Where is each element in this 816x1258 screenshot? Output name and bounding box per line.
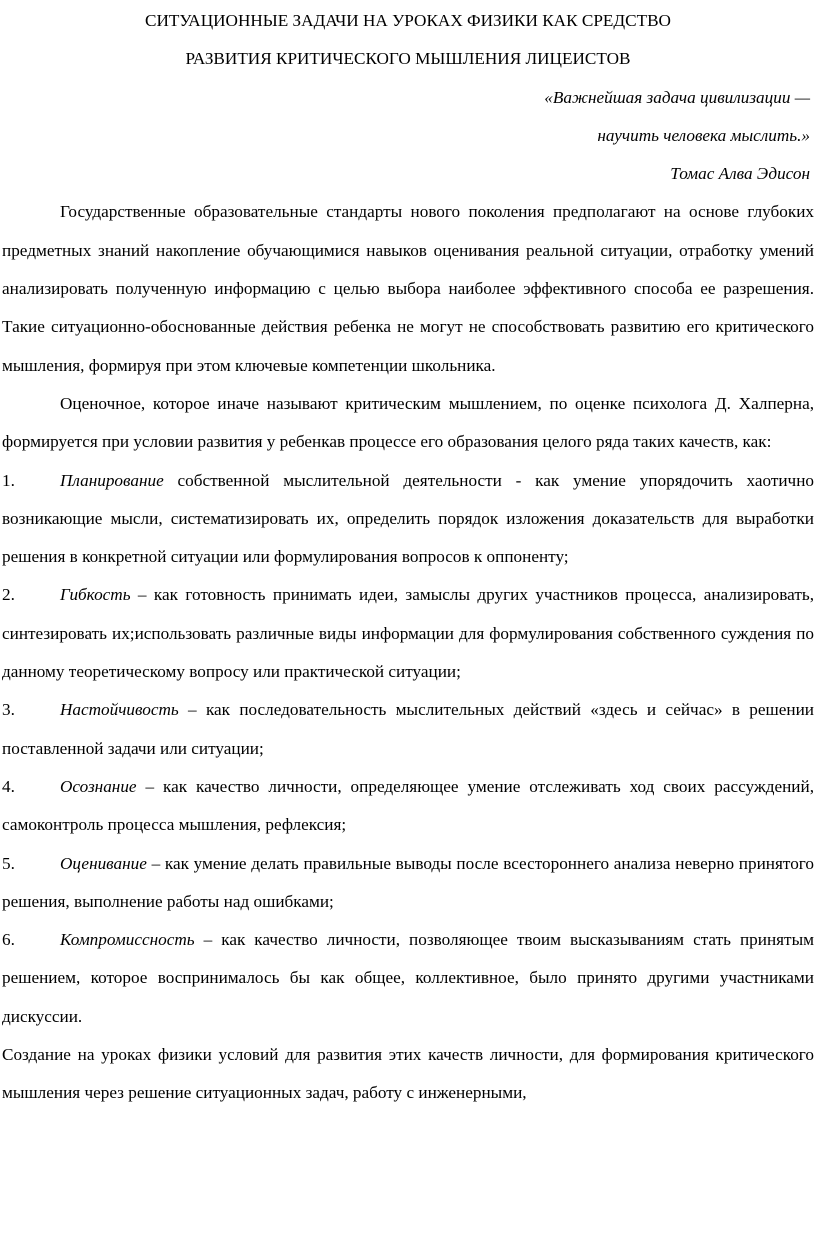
- paragraph-standards: Государственные образовательные стандарты нового поколения предполагают на основе глубоких предметных знаний накопление обучающимися навыков оценивания реальной ситуации, отработку умений анализировать полученную информацию с целью выбора наиболее эффективного способа ее разрешения. Такие ситуационно-обоснованные действия ребенка не могут не способствовать развитию его критического мышления, формируя при этом ключевые компетенции школьника.: [2, 202, 814, 375]
- paragraph-conclusion: Создание на уроках физики условий для развития этих качеств личности, для формирования критического мышления через решение ситуационных задач, работу с инженерными,: [2, 1045, 814, 1103]
- list-item: [2, 921, 814, 1036]
- list-item: [2, 768, 814, 845]
- list-item-text: – как качество личности, определяющее умение отслеживать ход своих рассуждений, самоконтроль процесса мышления, рефлексия;: [2, 776, 814, 835]
- document-title-line-1: СИТУАЦИОННЫЕ ЗАДАЧИ НА УРОКАХ ФИЗИКИ КАК СРЕДСТВО: [145, 11, 671, 30]
- list-item-text: – как готовность принимать идеи, замыслы других участников процесса, анализировать, синтезировать их;использовать различные виды информации для формулирования собственного суждения по данному теоретическому вопросу или практической ситуации;: [2, 585, 814, 682]
- list-item-term: Гибкость: [60, 585, 131, 605]
- list-item-number: 5.: [2, 853, 15, 873]
- list-item-number: 3.: [2, 700, 15, 720]
- list-item-number: 2.: [2, 585, 15, 605]
- list-item-number: 6.: [2, 930, 15, 950]
- list-item-term: Осознание: [60, 776, 137, 796]
- list-item-text: собственной мыслительной деятельности - как умение упорядочить хаотично возникающие мысли, систематизировать их, определить порядок изложения доказательств для выработки решения в конкретной ситуации или формулирования вопросов к оппоненту;: [2, 470, 814, 567]
- list-item-number: 1.: [2, 470, 15, 490]
- paragraph-critical-thinking: Оценочное, которое иначе называют критическим мышлением, по оценке психолога Д. Халперна, формируется при условии развития у ребенкав процессе его образования целого ряда таких качеств, как:: [2, 393, 814, 452]
- list-item: [2, 576, 814, 691]
- list-item-term: Планирование: [60, 470, 164, 490]
- list-item-text: – как умение делать правильные выводы после всестороннего анализа неверно принятого решения, выполнение работы над ошибками;: [2, 853, 814, 911]
- list-item: [2, 845, 814, 922]
- epigraph-author: Томас Алва Эдисон: [670, 164, 810, 184]
- list-item-text: – как качество личности, позволяющее твоим высказываниям стать принятым решением, которое воспринималось бы как общее, коллективное, было принято другими участниками дискуссии.: [2, 930, 814, 1026]
- list-item-term: Оценивание: [60, 853, 147, 873]
- document-title-line-2: РАЗВИТИЯ КРИТИЧЕСКОГО МЫШЛЕНИЯ ЛИЦЕИСТОВ: [185, 49, 631, 69]
- list-item-term: Настойчивость: [60, 700, 179, 720]
- list-item: [2, 462, 814, 577]
- qualities-list: [2, 462, 814, 1036]
- epigraph-line-2: научить человека мыслить.»: [597, 125, 810, 145]
- epigraph-line-1: «Важнейшая задача цивилизации —: [544, 87, 810, 107]
- list-item-term: Компромиссность: [60, 930, 195, 950]
- list-item-number: 4.: [2, 776, 15, 796]
- list-item: [2, 691, 814, 768]
- list-item-text: – как последовательность мыслительных действий «здесь и сейчас» в решении поставленной задачи или ситуации;: [2, 700, 814, 758]
